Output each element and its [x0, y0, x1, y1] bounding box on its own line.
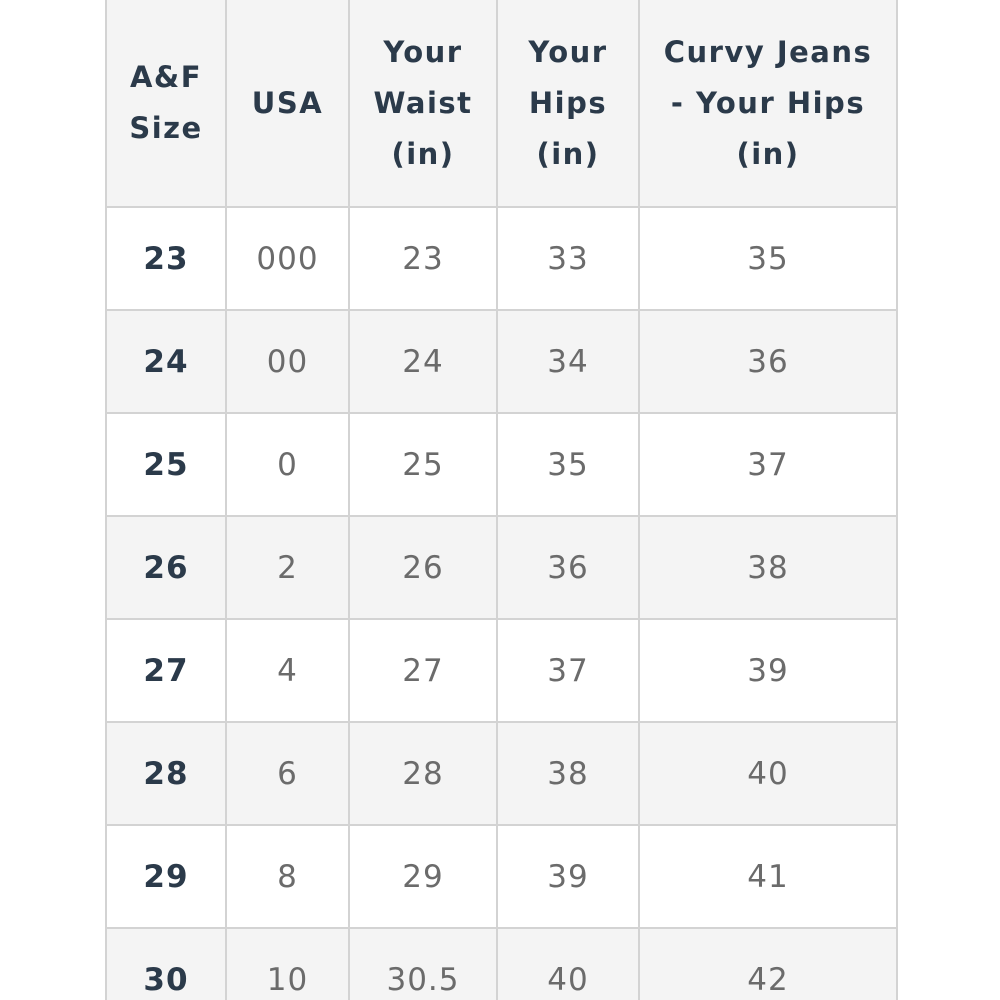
- usa-size-cell: 8: [226, 825, 349, 928]
- header-usa: [226, 0, 349, 207]
- af-size-cell: 26: [106, 516, 226, 619]
- usa-size-cell: 00: [226, 310, 349, 413]
- hips-cell: 33: [497, 207, 639, 310]
- curvy-hips-cell: 41: [639, 825, 897, 928]
- waist-cell: 23: [349, 207, 497, 310]
- header-curvy-hips-line-1: Curvy Jeans: [663, 34, 873, 69]
- hips-cell: 36: [497, 516, 639, 619]
- header-waist-line-1: Your: [383, 34, 463, 69]
- header-hips-line-3: (in): [536, 136, 600, 171]
- table-row: [106, 928, 897, 1000]
- curvy-hips-cell: 37: [639, 413, 897, 516]
- size-chart-header: [106, 0, 897, 207]
- af-size-cell: 23: [106, 207, 226, 310]
- af-size-cell: 28: [106, 722, 226, 825]
- waist-cell: 28: [349, 722, 497, 825]
- usa-size-cell: 000: [226, 207, 349, 310]
- af-size-cell: 24: [106, 310, 226, 413]
- header-row: [106, 0, 897, 207]
- table-row: [106, 413, 897, 516]
- waist-cell: 24: [349, 310, 497, 413]
- af-size-cell: 27: [106, 619, 226, 722]
- af-size-cell: 30: [106, 928, 226, 1000]
- usa-size-cell: 2: [226, 516, 349, 619]
- waist-cell: 26: [349, 516, 497, 619]
- curvy-hips-cell: 39: [639, 619, 897, 722]
- hips-cell: 39: [497, 825, 639, 928]
- table-row: [106, 516, 897, 619]
- af-size-cell: 29: [106, 825, 226, 928]
- header-waist-line-2: Waist: [373, 85, 473, 120]
- curvy-hips-cell: 42: [639, 928, 897, 1000]
- size-chart-body: [106, 207, 897, 1000]
- header-curvy-hips-line-2: - Your Hips: [670, 85, 866, 120]
- header-af-size-line-2: Size: [129, 111, 203, 145]
- curvy-hips-cell: 35: [639, 207, 897, 310]
- header-curvy-hips-line-3: (in): [736, 136, 800, 171]
- table-row: [106, 619, 897, 722]
- hips-cell: 40: [497, 928, 639, 1000]
- header-waist: [349, 0, 497, 207]
- usa-size-cell: 4: [226, 619, 349, 722]
- hips-cell: 37: [497, 619, 639, 722]
- waist-cell: 27: [349, 619, 497, 722]
- waist-cell: 30.5: [349, 928, 497, 1000]
- header-af-size-line-1: A&F: [129, 60, 203, 94]
- header-usa-line-1: USA: [251, 85, 324, 120]
- header-curvy-hips: [639, 0, 897, 207]
- header-hips-line-1: Your: [528, 34, 608, 69]
- hips-cell: 38: [497, 722, 639, 825]
- usa-size-cell: 10: [226, 928, 349, 1000]
- table-row: [106, 310, 897, 413]
- table-row: [106, 825, 897, 928]
- header-waist-line-3: (in): [391, 136, 455, 171]
- curvy-hips-cell: 36: [639, 310, 897, 413]
- hips-cell: 35: [497, 413, 639, 516]
- header-hips: [497, 0, 639, 207]
- header-hips-line-2: Hips: [528, 85, 608, 120]
- table-row: [106, 722, 897, 825]
- table-row: [106, 207, 897, 310]
- hips-cell: 34: [497, 310, 639, 413]
- waist-cell: 29: [349, 825, 497, 928]
- af-size-cell: 25: [106, 413, 226, 516]
- waist-cell: 25: [349, 413, 497, 516]
- usa-size-cell: 0: [226, 413, 349, 516]
- curvy-hips-cell: 38: [639, 516, 897, 619]
- curvy-hips-cell: 40: [639, 722, 897, 825]
- header-af-size: [106, 0, 226, 207]
- usa-size-cell: 6: [226, 722, 349, 825]
- size-chart-table: [105, 0, 898, 1000]
